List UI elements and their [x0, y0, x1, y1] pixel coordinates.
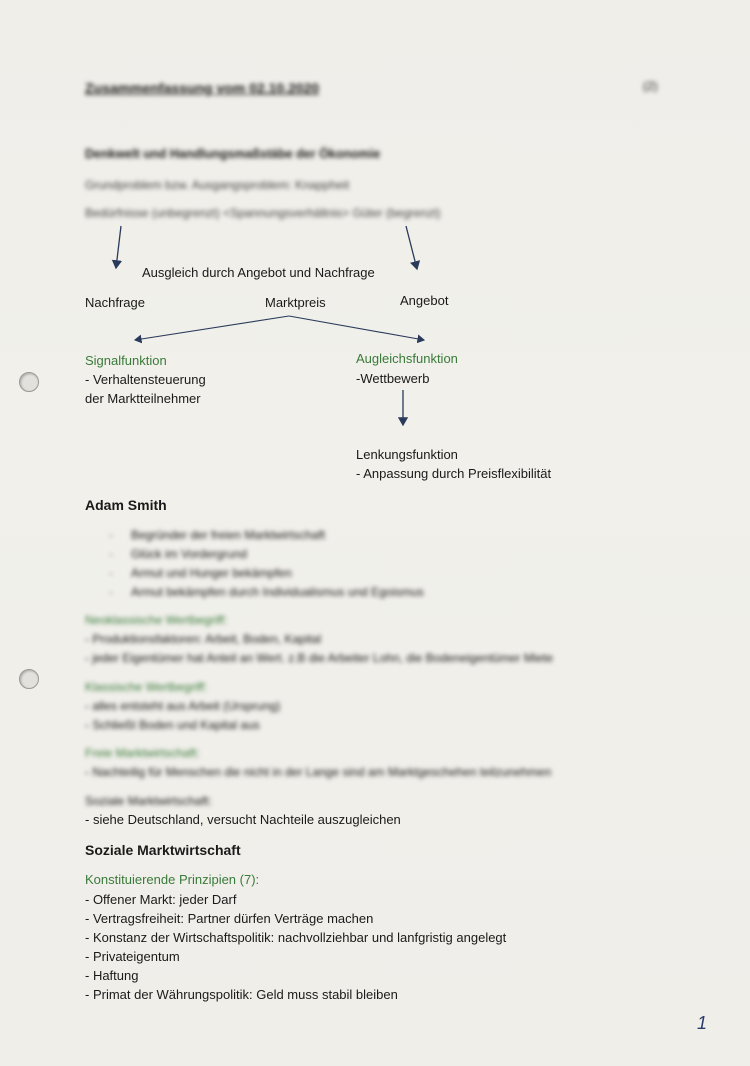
list-item: - Konstanz der Wirtschaftspolitik: nachvollziehbar und lanfgristig angelegt [85, 930, 507, 945]
arrow-to-ausgleichsfunktion [289, 316, 424, 340]
list-item: - Glück im Vordergrund [85, 545, 424, 564]
prinzipien-list [85, 890, 506, 1004]
klassisch-title: Klassische Wertbegriff: [85, 680, 208, 694]
list-item: - Primat der Währungspolitik: Geld muss stabil bleiben [85, 987, 398, 1002]
neoklassisch-line: - jeder Eigentümer hat Anteil an Wert. z.B die Arbeiter Lohn, die Bodeneigentümer Miete [85, 651, 554, 665]
section-line-knappheit: Grundproblem bzw. Ausgangsproblem: Knappheit [85, 178, 350, 192]
document-title: Zusammenfassung vom 02.10.2020 [85, 80, 320, 96]
page-number: 1 [697, 1013, 708, 1033]
lenkungsfunktion-line1: - Anpassung durch Preisflexibilität [356, 466, 552, 481]
klassisch-line: - Schließt Boden und Kapital aus [85, 718, 260, 732]
soziale-short-line: - siehe Deutschland, versucht Nachteile auszugleichen [85, 812, 401, 827]
adam-smith-list [85, 526, 424, 602]
section-line-spannung: Bedürfnisse (unbegrenzt) <Spannungsverhältnis> Güter (begrenzt) [85, 206, 441, 220]
neoklassisch-block [85, 611, 553, 668]
lenkungsfunktion-title: Lenkungsfunktion [356, 447, 458, 462]
freie-marktwirtschaft-line: - Nachteilig für Menschen die nicht in der Lange sind am Marktgeschehen teilzunehmen [85, 765, 552, 779]
list-item: - Offener Markt: jeder Darf [85, 892, 237, 907]
list-item: - Armut und Hunger bekämpfen [85, 564, 424, 583]
page-label: (2) [643, 79, 658, 93]
list-item: - Begründer der freien Marktwirtschaft [85, 526, 424, 545]
list-item: - Vertragsfreiheit: Partner dürfen Verträge machen [85, 911, 374, 926]
klassisch-line: - alles entsteht aus Arbeit (Ursprung) [85, 699, 281, 713]
freie-marktwirtschaft-title: Freie Marktwirtschaft: [85, 746, 200, 760]
soziale-subheading: Konstituierende Prinzipien (7): [85, 872, 260, 887]
signalfunktion-line1: - Verhaltensteuerung [85, 372, 206, 387]
arrow-to-signalfunktion [135, 316, 289, 340]
list-item: - Haftung [85, 968, 139, 983]
klassisch-block [85, 678, 280, 735]
list-item: - Armut bekämpfen durch Individualismus und Egoismus [85, 583, 424, 602]
arrow-to-angebot [406, 226, 417, 269]
section-heading-oekonomie: Denkwelt und Handlungsmaßstäbe der Ökonomie [85, 147, 381, 161]
signalfunktion-line2: der Marktteilnehmer [85, 391, 201, 406]
diagram-balance-label: Ausgleich durch Angebot und Nachfrage [142, 265, 375, 280]
diagram-angebot: Angebot [400, 293, 449, 308]
neoklassisch-line: - Produktionsfaktoren: Arbeit, Boden, Kapital [85, 632, 322, 646]
ausgleichsfunktion-title: Augleichsfunktion [356, 351, 458, 366]
freie-marktwirtschaft-block [85, 744, 551, 782]
diagram-marktpreis: Marktpreis [265, 295, 326, 310]
arrow-to-nachfrage [116, 226, 121, 268]
soziale-short-title: Soziale Marktwirtschaft: [85, 794, 212, 808]
adam-smith-heading: Adam Smith [85, 497, 167, 513]
signalfunktion-title: Signalfunktion [85, 353, 167, 368]
list-item: - Privateigentum [85, 949, 180, 964]
diagram-nachfrage: Nachfrage [85, 295, 145, 310]
ausgleichsfunktion-line1: -Wettbewerb [356, 371, 430, 386]
soziale-heading: Soziale Marktwirtschaft [85, 842, 241, 858]
neoklassisch-title: Neoklassische Wertbegriff: [85, 613, 228, 627]
